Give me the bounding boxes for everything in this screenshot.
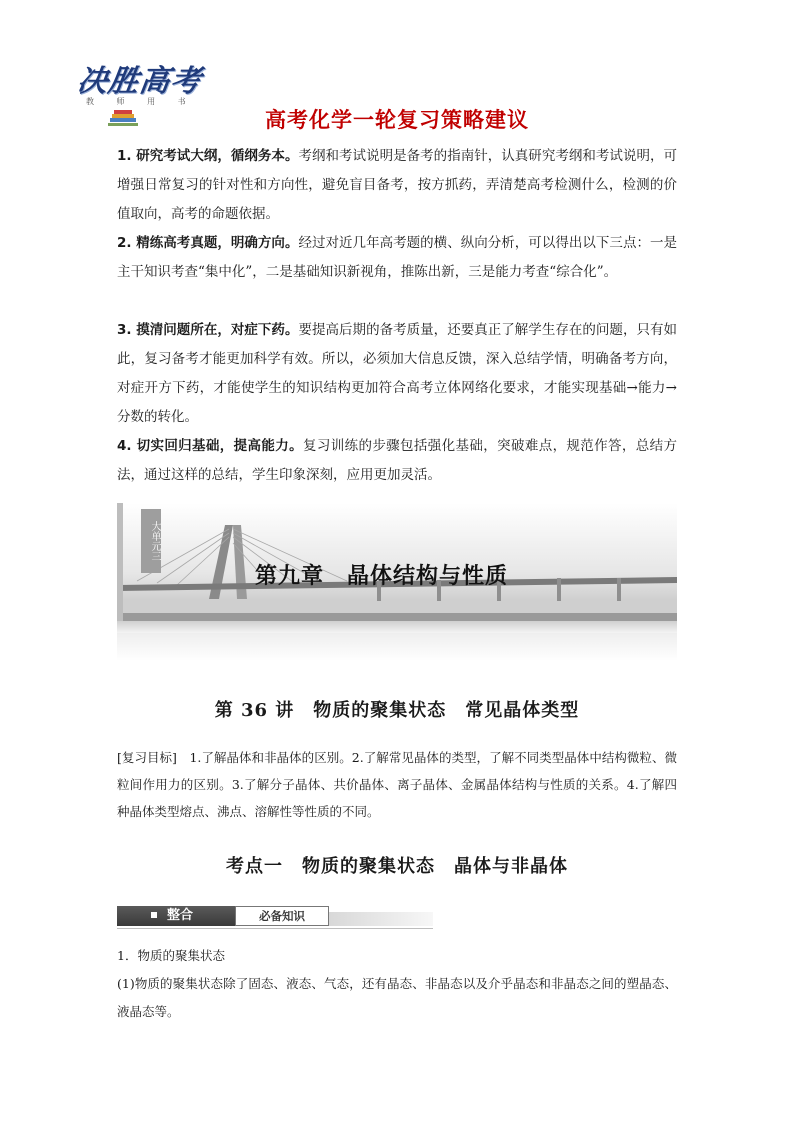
strategy-body: 经过对近几年高考题的横、纵向分析，可以得出以下三点：一是主干知识考查“集中化”，二是基础知识新视角，推陈出新，三是能力考查“综合化”。 (117, 235, 678, 280)
strategy-paragraph-4 (117, 432, 677, 490)
section-title: 考点一 物质的聚集状态 晶体与非晶体 (226, 856, 568, 877)
strategy-heading: 3. 摸清问题所在，对症下药。 (117, 322, 299, 338)
logo-text: 决胜高考 (75, 64, 204, 99)
section-tag-knowledge: 必备知识 (235, 906, 329, 926)
item-1-sub: (1)物质的聚集状态除了固态、液态、气态，还有晶态、非晶态以及介乎晶态和非晶态之间的塑晶态、液晶态等。 (117, 976, 677, 1019)
unit-label: 大单元三 (149, 521, 160, 561)
strategy-body: 要提高后期的备考质量，还要真正了解学生存在的问题，只有如此，复习备考才能更加科学有效。所以，必须加大信息反馈，深入总结学情，明确备考方向，对症开方下药，才能使学生的知识结构更加符合高考立体网络化要求，才能实现基础→能力→分数的转化。 (117, 322, 678, 425)
chapter-title: 第九章 晶体结构与性质 (255, 564, 509, 589)
strategy-heading: 2. 精练高考真题，明确方向。 (117, 235, 299, 251)
strategy-paragraph-1 (117, 142, 677, 229)
strategy-paragraph-3 (117, 316, 677, 432)
strategy-body: 考纲和考试说明是备考的指南针，认真研究考纲和考试说明，可增强日常复习的针对性和方向性，避免盲目备考，按方抓药，弄清楚高考检测什么，检测的价值取向，高考的命题依据。 (117, 148, 678, 222)
logo-subtitle: 教 师 用 书 (86, 97, 196, 106)
lecture-title: 第 36 讲 物质的聚集状态 常见晶体类型 (214, 700, 580, 721)
strategy-body: 复习训练的步骤包括强化基础，突破难点，规范作答，总结方法，通过这样的总结，学生印象深刻，应用更加灵活。 (117, 438, 677, 483)
section-tag-integrate (117, 906, 235, 926)
review-goals (117, 744, 677, 825)
bar-decoration (329, 912, 433, 926)
item-1-title: 1．物质的聚集状态 (117, 948, 225, 963)
strategy-paragraph-2 (117, 229, 677, 287)
goals-label: [复习目标] (117, 750, 177, 765)
section-header-bar (117, 904, 433, 930)
strategy-heading: 1. 研究考试大纲，循纲务本。 (117, 148, 299, 164)
goals-text: 1.了解晶体和非晶体的区别。2.了解常见晶体的类型，了解不同类型晶体中结构微粒、微粒间作用力的区别。3.了解分子晶体、共价晶体、离子晶体、金属晶体结构与性质的关系。4.了解四种晶体类型熔点、沸点、溶解性等性质的不同。 (117, 750, 677, 819)
page-title: 高考化学一轮复习策略建议 (265, 108, 529, 132)
bar-underline (117, 928, 433, 929)
banner-reflection (117, 633, 677, 661)
chapter-banner (117, 503, 677, 633)
square-icon (151, 912, 157, 918)
section-tag-label: 整合 (167, 908, 194, 923)
strategy-heading: 4. 切实回归基础，提高能力。 (117, 438, 303, 454)
